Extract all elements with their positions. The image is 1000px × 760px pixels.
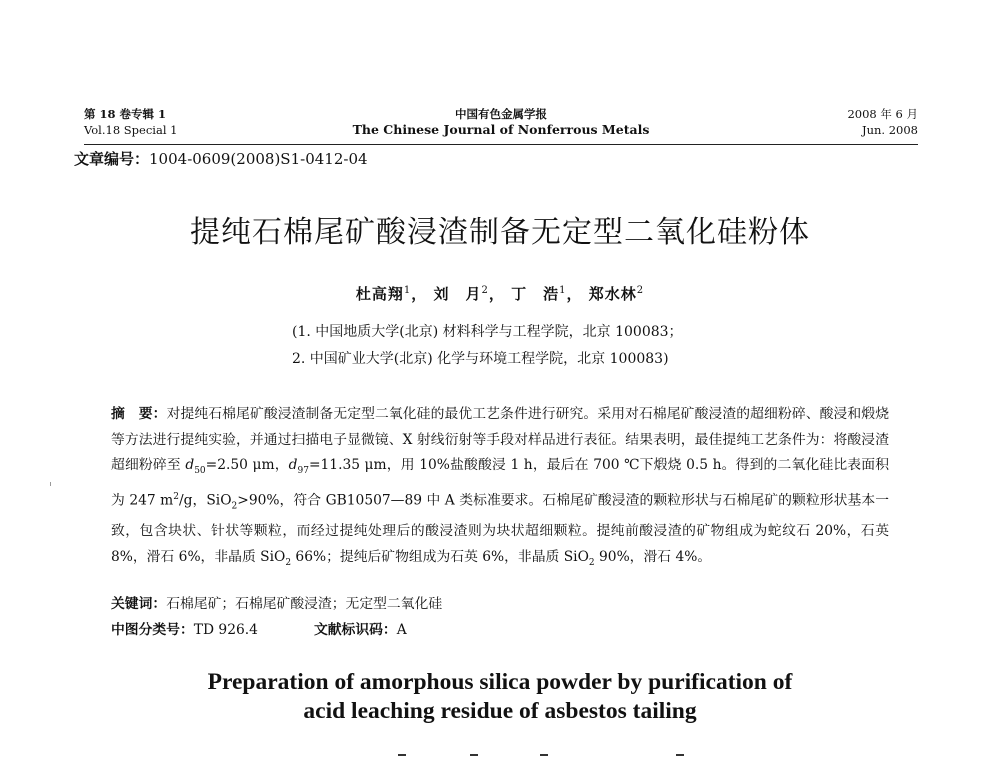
author-name: 杜高翔 <box>355 285 404 303</box>
sio2-subscript: 2 <box>588 557 595 568</box>
volume-cn: 第 18 卷专辑 1 <box>84 107 167 121</box>
journal-name-cn: 中国有色金属学报 <box>455 107 547 121</box>
paper-title-cn: 提纯石棉尾矿酸浸渣制备无定型二氧化硅粉体 <box>190 215 810 250</box>
scan-speck <box>50 482 51 486</box>
issue-date-en: Jun. 2008 <box>861 123 918 137</box>
paper-title-en-line2: acid leaching residue of asbestos tailing <box>303 698 697 724</box>
sio2-subscript: 2 <box>285 557 292 568</box>
paper-title-en-line1: Preparation of amorphous silica powder by purification of <box>207 669 793 695</box>
journal-name-en: The Chinese Journal of Nonferrous Metals <box>352 122 650 137</box>
volume-en: Vol.18 Special 1 <box>84 123 178 137</box>
author-list: 杜高翔$^1$， 刘 月$^2$， 丁 浩$^1$， 郑水林$^2$ <box>355 285 645 303</box>
abstract-label: 摘 要： <box>111 406 167 422</box>
clc-label: 中图分类号： <box>111 622 194 638</box>
m2-superscript: 2 <box>173 491 179 502</box>
issue-date <box>847 106 918 138</box>
d97-symbol: d <box>288 457 298 474</box>
doc-code-label: 文献标识码： <box>313 622 397 638</box>
classification-line <box>111 618 407 638</box>
cut-glyph <box>676 754 684 756</box>
abstract-text: 66%；提纯后矿物组成为石英 6%，非晶质 SiO <box>291 549 589 566</box>
cut-glyph <box>470 754 478 756</box>
clc-value: TD 926.4 <box>193 622 258 638</box>
d50-symbol: d <box>185 457 195 474</box>
doc-code-value: A <box>396 622 407 638</box>
abstract-text: >90%，符合 GB10507—89 中 A 类标准要求。石棉尾矿酸浸渣的颗粒形状与石棉尾矿的颗粒形状基本一致，包含块状、针状等颗粒，而经过提纯处理后的酸浸渣则为块状超细颗粒。提纯前酸浸渣的矿物组成为蛇纹石 20%，石英 8%，滑石 6%，非晶质 SiO <box>111 492 889 566</box>
article-number-value: 1004-0609(2008)S1-0412-04 <box>149 150 368 168</box>
author-affil-mark: 2 <box>481 285 489 296</box>
abstract-text: 对提纯石棉尾矿酸浸渣制备无定型二氧化硅的最优工艺条件进行研究。采用对石棉尾矿酸浸渣的超细粉碎、酸浸和煅烧等方法进行提纯实验，并通过扫描电子显微镜、X 射线衍射等手段对样品进行表征。结果表明，最佳提纯工艺条件为：将酸浸渣超细粉碎至 <box>111 406 889 474</box>
sio2-subscript: 2 <box>231 500 238 511</box>
abstract-text: =11.35 μm，用 10%盐酸酸浸 1 h，最后在 700 ℃下煅烧 0.5 h。得到的二氧化硅比表面积为 247 m <box>111 457 889 509</box>
issue-date-cn: 2008 年 6 月 <box>847 107 918 121</box>
abstract-text: /g，SiO <box>178 492 232 509</box>
cut-off-author-line <box>0 748 1000 760</box>
keywords-value: 石棉尾矿；石棉尾矿酸浸渣；无定型二氧化硅 <box>166 596 443 612</box>
article-number-label: 文章编号： <box>74 150 150 168</box>
d50-subscript: 50 <box>194 465 206 476</box>
affiliation-2: 2. 中国矿业大学(北京) 化学与环境工程学院，北京 100083) <box>292 351 669 367</box>
cut-glyph <box>540 754 548 756</box>
abstract-text: 90%，滑石 4%。 <box>594 549 712 566</box>
author-name: 丁 浩 <box>511 285 560 303</box>
abstract-text: =2.50 μm， <box>205 457 289 474</box>
header-rule <box>84 144 918 145</box>
abstract <box>111 402 889 576</box>
author-affil-mark: 1 <box>403 285 412 296</box>
author-affil-mark: 1 <box>559 285 567 296</box>
journal-header <box>84 106 918 146</box>
keywords <box>111 592 442 612</box>
keywords-label: 关键词： <box>111 596 167 612</box>
article-number <box>74 148 368 169</box>
affiliation-1: (1. 中国地质大学(北京) 材料科学与工程学院，北京 100083； <box>292 324 683 340</box>
author-name: 郑水林 <box>588 285 637 303</box>
author-affil-mark: 2 <box>636 285 645 296</box>
author-name: 刘 月 <box>433 285 482 303</box>
cut-glyph <box>398 754 406 756</box>
d97-subscript: 97 <box>297 465 309 476</box>
paper-title-en <box>0 668 1000 726</box>
journal-name <box>84 106 918 138</box>
